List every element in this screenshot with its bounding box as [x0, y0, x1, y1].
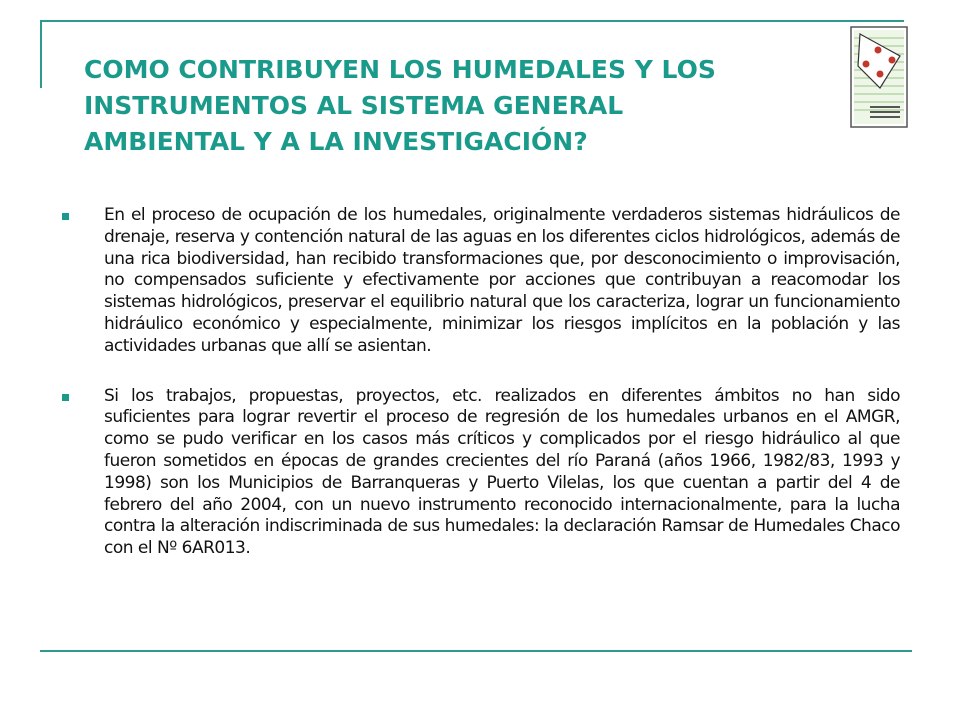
- bullet-item: [62, 386, 900, 560]
- title-line-3: AMBIENTAL Y A LA INVESTIGACIÓN?: [84, 127, 588, 156]
- bullet-square-icon: [62, 394, 69, 401]
- title-line-1: COMO CONTRIBUYEN LOS HUMEDALES Y LOS: [84, 55, 716, 84]
- left-rule: [40, 20, 42, 88]
- institution-logo: [850, 26, 908, 128]
- top-rule: [40, 20, 904, 22]
- title-line-2: INSTRUMENTOS AL SISTEMA GENERAL: [84, 91, 624, 120]
- bottom-rule: [40, 650, 912, 652]
- slide-content: [62, 205, 900, 588]
- bullet-item: [62, 205, 900, 358]
- bullet-text: Si los trabajos, propuestas, proyectos, etc. realizados en diferentes ámbitos no han sido suficientes para lograr revertir el proceso de regresión de los humedales urbanos en el AMGR, como se pudo verificar en los casos más críticos y complicados por el riesgo hidráulico al que fueron sometidos en épocas de grandes crecientes del río Paraná (años 1966, 1982/83, 1993 y 1998) son los Municipios de Barranqueras y Puerto Vilelas, los que cuentan a partir del 4 de febrero del año 2004, con un nuevo instrumento reconocido internacionalmente, para la lucha contra la alteración indiscriminada de sus humedales: la declaración Ramsar de Humedales Chaco con el Nº 6AR013.: [104, 385, 900, 559]
- bullet-square-icon: [62, 213, 69, 220]
- slide-title: [84, 52, 824, 160]
- bullet-text: En el proceso de ocupación de los humedales, originalmente verdaderos sistemas hidráulicos de drenaje, reserva y contención natural de las aguas en los diferentes ciclos hidrológicos, además de una rica biodiversidad, han recibido transformaciones que, por desconocimiento o improvisación, no compensados suficiente y efectivamente por acciones que contribuyan a reacomodar los sistemas hidrológicos, preservar el equilibrio natural que los caracteriza, lograr un funcionamiento hidráulico económico y especialmente, minimizar los riesgos implícitos en la población y las actividades urbanas que allí se asientan.: [104, 205, 900, 356]
